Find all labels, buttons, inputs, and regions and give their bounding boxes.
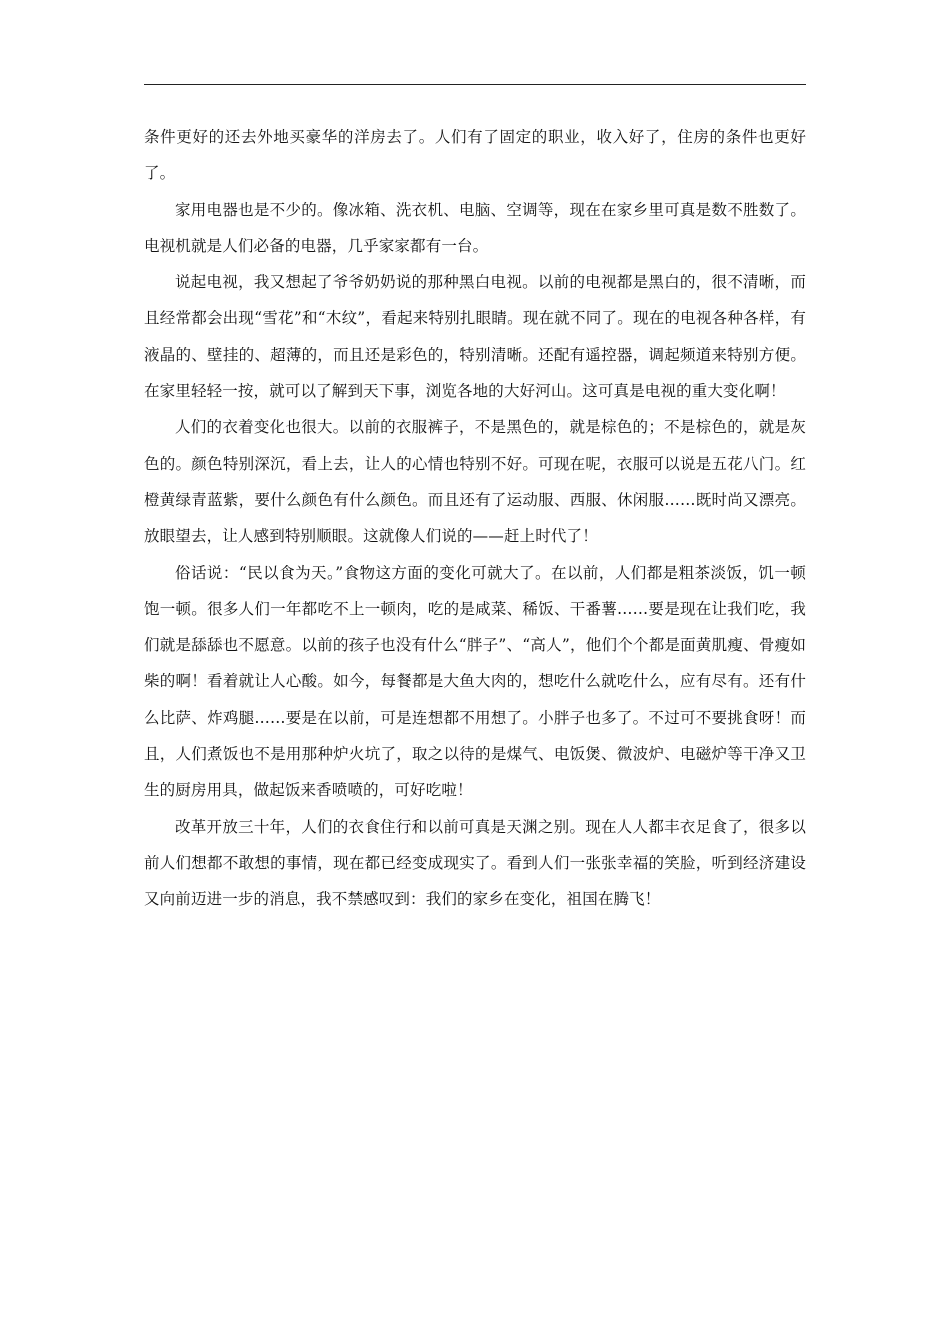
body-text — [144, 119, 806, 918]
header-rule — [144, 84, 806, 85]
paragraph-5: 俗话说：“民以食为天。”食物这方面的变化可就大了。在以前，人们都是粗茶淡饭，饥一顿饱一顿。很多人们一年都吃不上一顿肉，吃的是咸菜、稀饭、干番薯……要是现在让我们吃，我们就是舔舔也不愿意。以前的孩子也没有什么“胖子”、“高人”，他们个个都是面黄肌瘦、骨瘦如柴的啊！看着就让人心酸。如今，每餐都是大鱼大肉的，想吃什么就吃什么，应有尽有。还有什么比萨、炸鸡腿……要是在以前，可是连想都不用想了。小胖子也多了。不过可不要挑食呀！而且，人们煮饭也不是用那种炉火坑了，取之以待的是煤气、电饭煲、微波炉、电磁炉等干净又卫生的厨房用具，做起饭来香喷喷的，可好吃啦！ — [144, 563, 806, 800]
paragraph-2: 家用电器也是不少的。像冰箱、洗衣机、电脑、空调等，现在在家乡里可真是数不胜数了。电视机就是人们必备的电器，几乎家家都有一台。 — [144, 200, 806, 255]
paragraph-6: 改革开放三十年，人们的衣食住行和以前可真是天渊之别。现在人人都丰衣足食了，很多以前人们想都不敢想的事情，现在都已经变成现实了。看到人们一张张幸福的笑脸，听到经济建设又向前迈进一步的消息，我不禁感叹到：我们的家乡在变化，祖国在腾飞！ — [144, 817, 806, 909]
paragraph-4: 人们的衣着变化也很大。以前的衣服裤子，不是黑色的，就是棕色的；不是棕色的，就是灰色的。颜色特别深沉，看上去，让人的心情也特别不好。可现在呢，衣服可以说是五花八门。红橙黄绿青蓝紫，要什么颜色有什么颜色。而且还有了运动服、西服、休闲服……既时尚又漂亮。放眼望去，让人感到特别顺眼。这就像人们说的——赶上时代了！ — [144, 418, 806, 546]
paragraph-3: 说起电视，我又想起了爷爷奶奶说的那种黑白电视。以前的电视都是黑白的，很不清晰，而且经常都会出现“雪花”和“木纹”，看起来特别扎眼睛。现在就不同了。现在的电视各种各样，有液晶的、壁挂的、超薄的，而且还是彩色的，特别清晰。还配有遥控器，调起频道来特别方便。在家里轻轻一按，就可以了解到天下事，浏览各地的大好河山。这可真是电视的重大变化啊！ — [144, 273, 806, 401]
paragraph-1: 条件更好的还去外地买豪华的洋房去了。人们有了固定的职业，收入好了，住房的条件也更好了。 — [144, 128, 806, 183]
